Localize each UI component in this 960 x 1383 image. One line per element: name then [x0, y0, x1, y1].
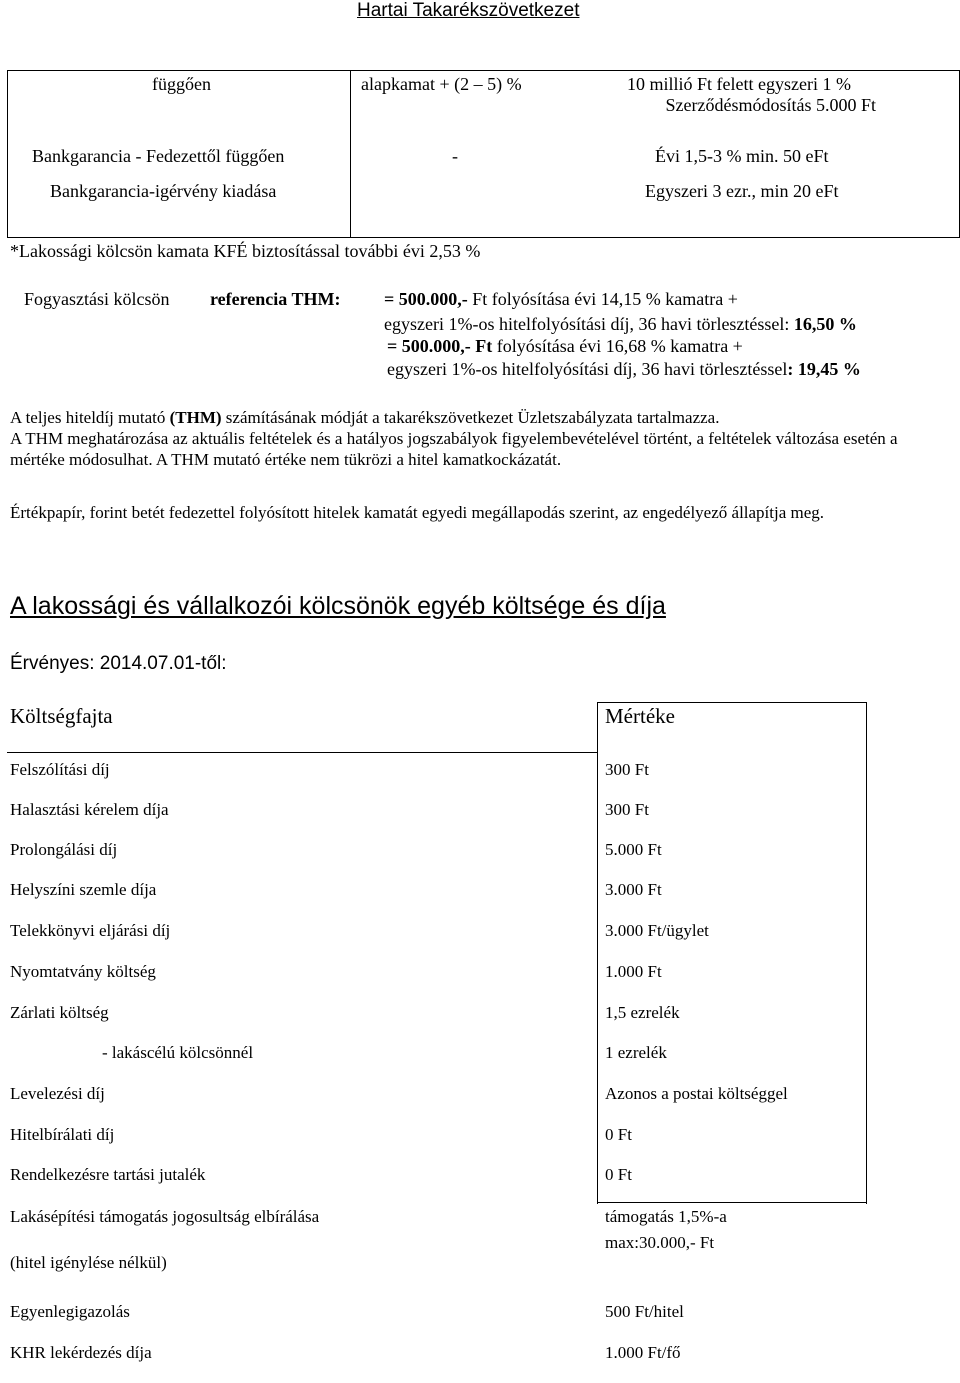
thm-label-consumer-loan: Fogyasztási kölcsön — [24, 289, 170, 309]
fee-name: Halasztási kérelem díja — [10, 800, 169, 819]
thm-value: : 19,45 % — [787, 359, 861, 379]
paragraph-text: számításának módját a takarékszövetkezet Üzletszabályzata tartalmazza. — [221, 408, 720, 427]
fee-name: Nyomtatvány költség — [10, 962, 156, 981]
table-cell: alapkamat + (2 – 5) % — [361, 74, 522, 94]
paragraph-text: A teljes hiteldíj mutató — [10, 408, 170, 427]
fee-name: - lakáscélú kölcsönnél — [102, 1043, 254, 1062]
thm-text: egyszeri 1%-os hitelfolyósítási díj, 36 havi törlesztéssel — [387, 359, 788, 379]
document-header-title: Hartai Takarékszövetkezet — [357, 0, 580, 21]
securities-paragraph: Értékpapír, forint betét fedezettel folyósított hitelek kamatát egyedi megállapodás szerint, az engedélyező állapítja meg. — [10, 503, 825, 522]
table-cell: Szerződésmódosítás 5.000 Ft — [665, 95, 876, 115]
fees-header-amount: Mértéke — [605, 704, 675, 728]
table-border-divider — [350, 70, 351, 238]
fee-name: Prolongálási díj — [10, 840, 118, 859]
table-border — [7, 752, 598, 753]
table-border — [597, 702, 598, 1204]
fee-value: 300 Ft — [605, 800, 649, 819]
fee-value: max:30.000,- Ft — [605, 1233, 715, 1252]
fee-name: Levelezési díj — [10, 1084, 105, 1103]
table-border — [597, 1202, 867, 1203]
thm-amount: = 500.000,- Ft — [387, 336, 493, 356]
table-row — [0, 1207, 960, 1277]
fee-value: 5.000 Ft — [605, 840, 662, 859]
section-title: A lakossági és vállalkozói kölcsönök egyéb költsége és díja — [10, 592, 666, 620]
paragraph-text: A THM meghatározása az aktuális feltételek és a hatályos jogszabályok figyelembevételével történt, a feltételek változása esetén a mértéke módosulhat. A THM mutató értéke nem tükrözi a hitel kamatkockázatát. — [10, 429, 898, 469]
fee-value: 1,5 ezrelék — [605, 1003, 680, 1022]
fee-name: Rendelkezésre tartási jutalék — [10, 1165, 206, 1184]
thm-paragraph — [10, 407, 950, 470]
fee-name: Felszólítási díj — [10, 760, 110, 779]
fees-header-type: Költségfajta — [10, 704, 113, 728]
table-cell: függően — [152, 74, 211, 94]
lakossagi-interest-line: *Lakossági kölcsön kamata KFÉ biztosítással további évi 2,53 % — [10, 241, 481, 261]
thm-label-reference: referencia THM: — [210, 289, 341, 309]
thm-value: 16,50 % — [793, 314, 857, 334]
table-cell: - — [452, 146, 458, 166]
fee-value: 1.000 Ft — [605, 962, 662, 981]
thm-line-2 — [384, 314, 857, 335]
fee-value: 500 Ft/hitel — [605, 1302, 684, 1321]
table-border-left — [7, 70, 8, 238]
fee-name: Helyszíni szemle díja — [10, 880, 157, 899]
fee-value: 3.000 Ft/ügylet — [605, 921, 709, 940]
fee-name: Egyenlegigazolás — [10, 1302, 130, 1321]
fee-value: 1 ezrelék — [605, 1043, 667, 1062]
fee-value: 3.000 Ft — [605, 880, 662, 899]
fee-value: támogatás 1,5%-a — [605, 1207, 727, 1226]
fee-name: Zárlati költség — [10, 1003, 109, 1022]
fee-name: Hitelbírálati díj — [10, 1125, 115, 1144]
table-border-bottom — [7, 237, 960, 238]
table-cell: Évi 1,5-3 % min. 50 eFt — [655, 146, 829, 166]
table-cell: Bankgarancia - Fedezettől függően — [32, 146, 285, 166]
table-border-top — [7, 70, 960, 71]
valid-from: Érvényes: 2014.07.01-től: — [10, 653, 227, 674]
fee-value: 0 Ft — [605, 1125, 632, 1144]
table-border — [866, 702, 867, 1204]
fee-value: 300 Ft — [605, 760, 649, 779]
fee-value: 1.000 Ft/fő — [605, 1343, 681, 1362]
fee-value: Azonos a postai költséggel — [605, 1084, 788, 1103]
fee-name: Lakásépítési támogatás jogosultság elbírálása — [10, 1207, 320, 1226]
thm-line-4 — [387, 359, 861, 380]
fee-name: KHR lekérdezés díja — [10, 1343, 152, 1362]
table-cell: Egyszeri 3 ezr., min 20 eFt — [645, 181, 839, 201]
fee-name: Telekkönyvi eljárási díj — [10, 921, 171, 940]
thm-text: Ft folyósítása évi 14,15 % kamatra + — [467, 289, 738, 309]
thm-line-1 — [384, 289, 738, 310]
thm-line-3 — [387, 336, 743, 357]
table-cell: Bankgarancia-igérvény kiadása — [50, 181, 277, 201]
fee-name-note: (hitel igénylése nélkül) — [10, 1253, 167, 1272]
fee-value: 0 Ft — [605, 1165, 632, 1184]
thm-text: folyósítása évi 16,68 % kamatra + — [492, 336, 743, 356]
table-cell: 10 millió Ft felett egyszeri 1 % — [627, 74, 851, 94]
table-border — [597, 702, 867, 703]
paragraph-text-bold: (THM) — [169, 408, 222, 427]
thm-text: egyszeri 1%-os hitelfolyósítási díj, 36 havi törlesztéssel: — [384, 314, 794, 334]
thm-amount: = 500.000,- — [384, 289, 468, 309]
